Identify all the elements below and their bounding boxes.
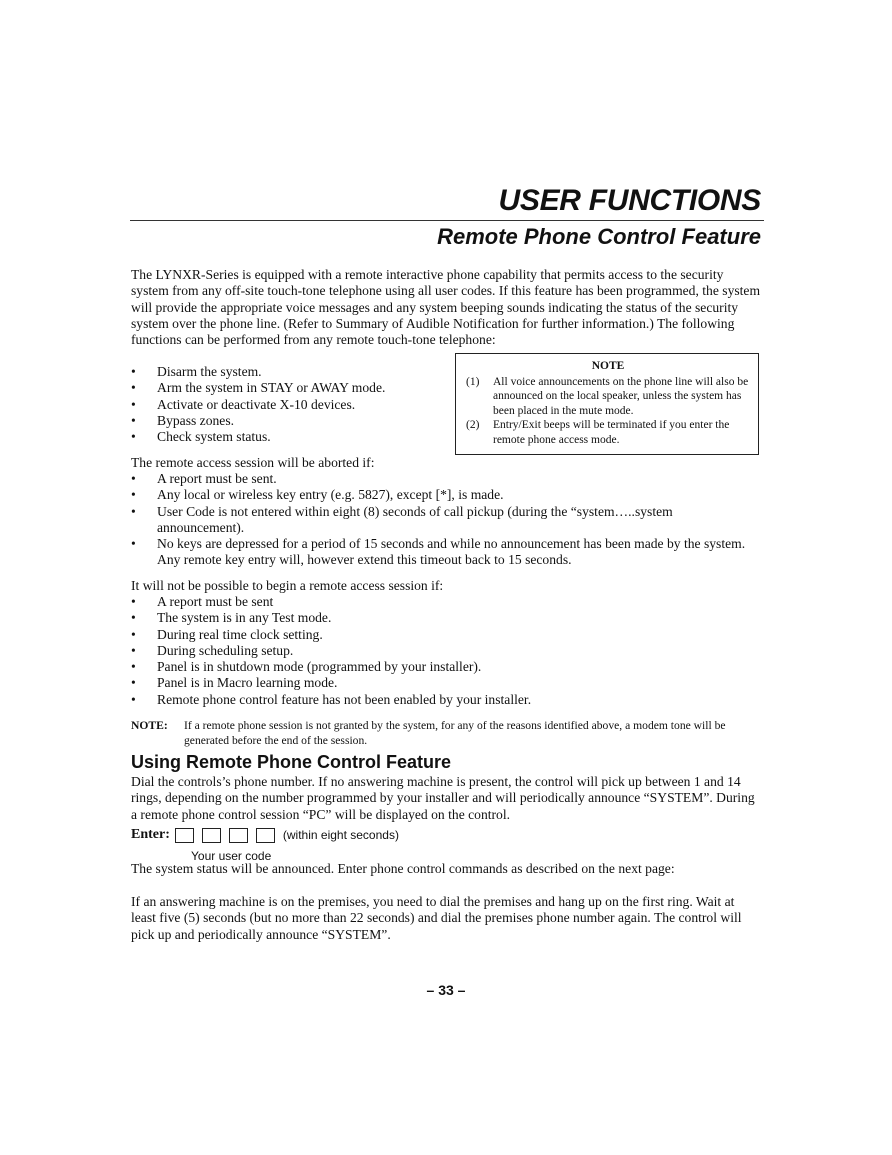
list-item: • Panel is in Macro learning mode. — [131, 675, 338, 691]
status-text: The system status will be announced. Enter phone control commands as described on the next page: — [131, 861, 675, 876]
section-title: USER FUNCTIONS — [498, 184, 761, 217]
title-divider — [130, 220, 764, 221]
bullet-icon: • — [131, 659, 136, 675]
enter-label: Enter: — [131, 827, 170, 842]
bullet-icon: • — [131, 471, 136, 486]
bullet-icon: • — [131, 503, 136, 519]
note-text: Entry/Exit beeps will be terminated if you enter the remote phone access mode. — [493, 419, 730, 446]
bullet-icon: • — [131, 412, 136, 428]
user-code-caption: Your user code — [191, 849, 272, 863]
bullet-icon: • — [131, 610, 136, 626]
dial-paragraph — [131, 774, 761, 823]
abort-list-block — [131, 471, 761, 569]
list-item: • Panel is in shutdown mode (programmed by your installer). — [131, 659, 482, 675]
note-text: If a remote phone session is not granted by the system, for any of the reasons identified above, a modem tone will be generated before the end of the session. — [184, 719, 726, 748]
note-item — [466, 375, 750, 419]
using-heading: Using Remote Phone Control Feature — [131, 752, 452, 772]
list-item: • Activate or deactivate X-10 devices. — [131, 396, 356, 412]
abort-heading: The remote access session will be aborted if: — [131, 455, 375, 470]
list-item: • The system is in any Test mode. — [131, 610, 332, 626]
list-item: • Bypass zones. — [131, 412, 235, 428]
bullet-icon: • — [131, 364, 136, 379]
answering-machine-paragraph — [131, 894, 761, 943]
cannot-begin-list-block — [131, 594, 761, 708]
bullet-icon: • — [131, 396, 136, 412]
bullet-icon: • — [131, 380, 136, 396]
code-digit-box — [202, 828, 221, 843]
note-label: NOTE: — [131, 719, 168, 732]
bullet-icon: • — [131, 594, 136, 609]
intro-text: The LYNXR-Series is equipped with a remote interactive phone capability that permits access to the security system from any off-site touch-tone telephone using all user codes. If this feature has been programmed, the system will provide the appropriate voice messages and any system beeping sounds indicating the status of the security system over the phone line. (Refer to Summary of Audible Notification for further information.) The following functions can be performed from any remote touch-tone telephone: — [131, 267, 761, 348]
within-seconds-text: (within eight seconds) — [282, 828, 399, 842]
list-item: • A report must be sent. — [131, 471, 277, 486]
list-item: • No keys are depressed for a period of 15 seconds and while no announcement has been made by the system. Any remote key entry will, however extend this timeout back to 15 seconds. — [131, 536, 746, 568]
list-item: • User Code is not entered within eight (8) seconds of call pickup (during the “system…..system announcement). — [131, 503, 673, 535]
abort-list — [131, 471, 761, 569]
answering-text: If an answering machine is on the premises, you need to dial the premises and hang up on the first ring. Wait at least five (5) seconds (but no more than 22 seconds) and dial the premises phone number again. The control will pick up and periodically announce “SYSTEM”. — [131, 894, 742, 942]
code-digit-box — [229, 828, 248, 843]
note-text: All voice announcements on the phone line will also be announced on the local speaker, unless the system has been placed in the mute mode. — [493, 375, 749, 417]
list-item: • Arm the system in STAY or AWAY mode. — [131, 380, 386, 396]
bullet-icon: • — [131, 429, 136, 445]
status-paragraph — [131, 861, 761, 877]
functions-list — [131, 364, 451, 445]
cannot-begin-heading: It will not be possible to begin a remote access session if: — [131, 578, 444, 593]
functions-list-block — [131, 364, 451, 445]
code-digit-box — [256, 828, 275, 843]
note-heading: NOTE — [591, 360, 625, 372]
list-item: • A report must be sent — [131, 594, 274, 609]
bullet-icon: • — [131, 626, 136, 642]
bullet-icon: • — [131, 642, 136, 658]
bullet-icon: • — [131, 536, 136, 552]
subsection-title: Remote Phone Control Feature — [437, 224, 761, 249]
list-item: • Remote phone control feature has not been enabled by your installer. — [131, 691, 532, 707]
modem-note — [131, 718, 761, 748]
dial-text: Dial the controls’s phone number. If no answering machine is present, the control will pick up between 1 and 14 rings, depending on the number programmed by your installer and will periodically announce “SYSTEM”. During a remote phone control session “PC” will be displayed on the control. — [131, 774, 755, 822]
list-item: • Any local or wireless key entry (e.g. 5827), except [*], is made. — [131, 487, 504, 503]
list-item: • Check system status. — [131, 429, 271, 445]
list-item: • During real time clock setting. — [131, 626, 323, 642]
bullet-icon: • — [131, 675, 136, 691]
intro-paragraph — [131, 267, 761, 348]
cannot-begin-list — [131, 594, 761, 708]
note-number: (2) — [466, 419, 480, 432]
page-number: – 33 – — [426, 982, 466, 998]
bullet-icon: • — [131, 691, 136, 707]
list-item: • During scheduling setup. — [131, 642, 294, 658]
note-box — [455, 353, 759, 455]
list-item: • Disarm the system. — [131, 364, 262, 379]
bullet-icon: • — [131, 487, 136, 503]
code-digit-box — [175, 828, 194, 843]
note-number: (1) — [466, 375, 480, 388]
enter-code-line — [131, 826, 399, 844]
note-item — [466, 418, 750, 447]
